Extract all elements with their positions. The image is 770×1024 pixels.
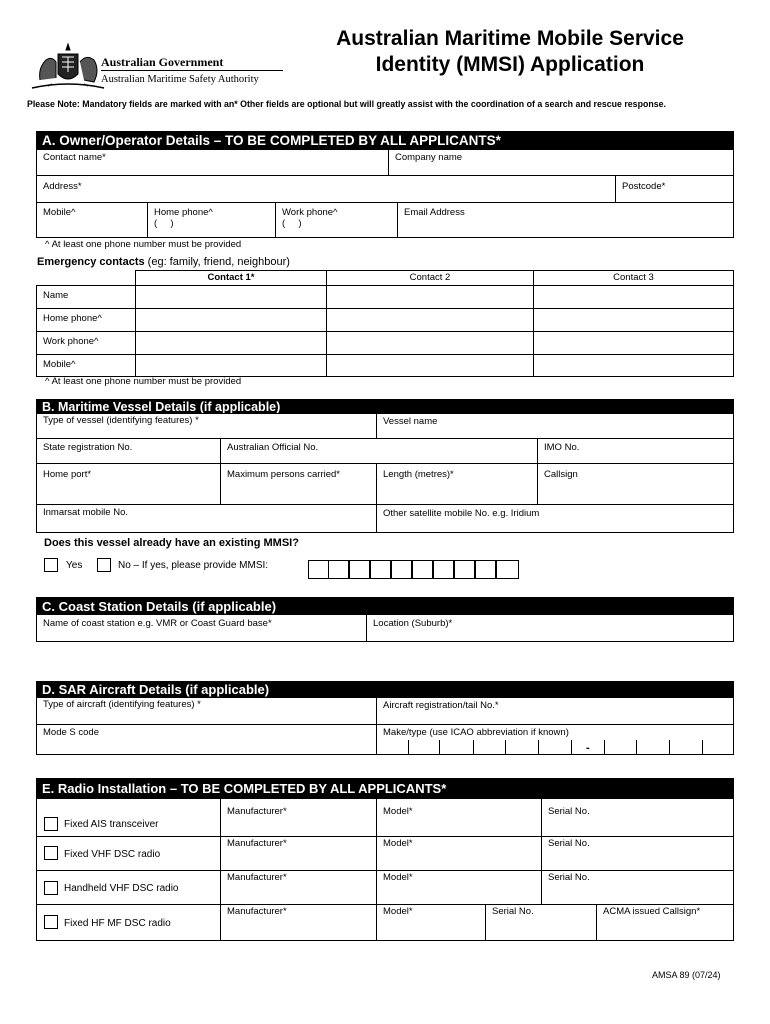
email-label: Email Address	[404, 207, 465, 218]
mandatory-note: Please Note: Mandatory fields are marked with an* Other fields are optional but will greatly assist with the coordination of a search and rescue response.	[27, 99, 666, 109]
home-port-field[interactable]	[36, 463, 221, 505]
mmsi-digit-box[interactable]	[412, 560, 433, 579]
model-label: Model*	[383, 838, 413, 849]
contact3-home-phone-field[interactable]	[533, 308, 734, 332]
serial-label: Serial No.	[548, 872, 590, 883]
mmsi-digit-box[interactable]	[370, 560, 391, 579]
mmsi-digit-box[interactable]	[328, 560, 349, 579]
work-phone-label: Work phone^	[282, 207, 338, 218]
vhf-manufacturer-field[interactable]	[220, 836, 377, 871]
imo-field[interactable]	[537, 438, 734, 464]
make-type-tick	[571, 740, 572, 754]
emergency-row-label: Work phone^	[36, 331, 136, 355]
coast-station-name-label: Name of coast station e.g. VMR or Coast Guard base*	[43, 618, 272, 629]
vessel-type-label: Type of vessel (identifying features) *	[43, 415, 199, 426]
official-no-field[interactable]	[220, 438, 538, 464]
vhf-dsc-checkbox[interactable]	[44, 846, 58, 860]
handheld-vhf-label: Handheld VHF DSC radio	[64, 883, 179, 894]
contact2-mobile-field[interactable]	[326, 354, 534, 377]
mode-s-field[interactable]	[36, 724, 377, 755]
form-title-line1: Australian Maritime Mobile Service	[336, 27, 684, 50]
mode-s-label: Mode S code	[43, 727, 99, 738]
max-persons-label: Maximum persons carried*	[227, 469, 340, 480]
contact2-header: Contact 2	[326, 270, 534, 286]
other-satellite-field[interactable]	[376, 504, 734, 533]
manufacturer-label: Manufacturer*	[227, 906, 287, 917]
mmsi-yes-checkbox[interactable]	[44, 558, 58, 572]
imo-label: IMO No.	[544, 442, 580, 453]
state-registration-label: State registration No.	[43, 442, 133, 453]
agency-name: Australian Maritime Safety Authority	[101, 74, 259, 85]
ais-label: Fixed AIS transceiver	[64, 819, 159, 830]
vhf-dsc-label: Fixed VHF DSC radio	[64, 849, 161, 860]
form-code: AMSA 89 (07/24)	[652, 970, 721, 980]
company-name-label: Company name	[395, 152, 463, 163]
contact3-mobile-field[interactable]	[533, 354, 734, 377]
ais-checkbox[interactable]	[44, 817, 58, 831]
vessel-type-field[interactable]	[36, 413, 377, 439]
hf-model-field[interactable]	[376, 904, 486, 941]
model-label: Model*	[383, 806, 413, 817]
make-type-tick	[538, 740, 539, 754]
section-d-header: D. SAR Aircraft Details (if applicable)	[36, 681, 734, 698]
emergency-row-label: Mobile^	[36, 354, 136, 377]
gov-name: Australian Government	[101, 55, 224, 69]
model-label: Model*	[383, 872, 413, 883]
home-phone-area-code: ( )	[154, 218, 174, 229]
contact3-header: Contact 3	[533, 270, 734, 286]
contact3-work-phone-field[interactable]	[533, 331, 734, 355]
work-phone-field[interactable]	[275, 202, 398, 238]
acma-callsign-field[interactable]	[596, 904, 734, 941]
length-label: Length (metres)*	[383, 469, 454, 480]
make-type-tick	[636, 740, 637, 754]
acma-callsign-label: ACMA issued Callsign*	[603, 906, 701, 917]
coast-station-location-field[interactable]	[366, 614, 734, 642]
serial-label: Serial No.	[548, 806, 590, 817]
handheld-vhf-checkbox[interactable]	[44, 881, 58, 895]
emergency-row-label: Home phone^	[36, 308, 136, 332]
vhf-model-field[interactable]	[376, 836, 542, 871]
make-type-tick	[439, 740, 440, 754]
callsign-label: Callsign	[544, 469, 578, 480]
radio-type-cell	[36, 798, 221, 837]
make-type-dash: -	[586, 742, 590, 754]
work-phone-area-code: ( )	[282, 218, 302, 229]
contact3-name-field[interactable]	[533, 285, 734, 309]
make-type-tick	[473, 740, 474, 754]
form-title	[300, 26, 720, 78]
section-c-header: C. Coast Station Details (if applicable)	[36, 597, 734, 615]
mmsi-yes-label: Yes	[66, 560, 83, 571]
handheld-serial-field[interactable]	[541, 870, 734, 905]
ais-manufacturer-field[interactable]	[220, 798, 377, 837]
email-field[interactable]	[397, 202, 734, 238]
official-no-label: Australian Official No.	[227, 442, 319, 453]
hf-mf-dsc-checkbox[interactable]	[44, 915, 58, 929]
contact2-home-phone-field[interactable]	[326, 308, 534, 332]
phone-note: ^ At least one phone number must be provided	[45, 239, 242, 250]
phone-note-2: ^ At least one phone number must be provided	[45, 376, 242, 387]
contact2-work-phone-field[interactable]	[326, 331, 534, 355]
callsign-field[interactable]	[537, 463, 734, 505]
company-name-field[interactable]	[388, 149, 734, 176]
address-label: Address*	[43, 181, 82, 192]
contact1-name-field[interactable]	[135, 285, 327, 309]
mmsi-digit-box[interactable]	[496, 560, 519, 579]
vhf-serial-field[interactable]	[541, 836, 734, 871]
mmsi-digit-box[interactable]	[433, 560, 454, 579]
section-e-header: E. Radio Installation – TO BE COMPLETED BY ALL APPLICANTS*	[36, 778, 734, 799]
make-type-tick	[702, 740, 703, 754]
contact2-name-field[interactable]	[326, 285, 534, 309]
mmsi-digit-box[interactable]	[475, 560, 496, 579]
make-type-tick	[604, 740, 605, 754]
make-type-tick	[669, 740, 670, 754]
serial-label: Serial No.	[548, 838, 590, 849]
aircraft-registration-label: Aircraft registration/tail No.*	[383, 700, 499, 711]
contact-name-field[interactable]	[36, 149, 389, 176]
coat-of-arms-logo	[28, 40, 108, 92]
mobile-label: Mobile^	[43, 207, 76, 218]
length-field[interactable]	[376, 463, 538, 505]
postcode-label: Postcode*	[622, 181, 666, 192]
inmarsat-label: Inmarsat mobile No.	[43, 507, 129, 518]
mmsi-digit-box[interactable]	[308, 560, 329, 579]
mmsi-no-label: No – If yes, please provide MMSI:	[118, 560, 269, 571]
other-satellite-label: Other satellite mobile No. e.g. Iridium	[383, 508, 540, 519]
coast-station-name-field[interactable]	[36, 614, 367, 642]
postcode-field[interactable]	[615, 175, 734, 203]
mmsi-no-checkbox[interactable]	[97, 558, 111, 572]
mobile-field[interactable]	[36, 202, 148, 238]
hf-manufacturer-field[interactable]	[220, 904, 377, 941]
hf-mf-dsc-label: Fixed HF MF DSC radio	[64, 918, 171, 929]
make-type-tick	[408, 740, 409, 754]
contact1-home-phone-field[interactable]	[135, 308, 327, 332]
vessel-name-label: Vessel name	[383, 416, 438, 427]
existing-mmsi-question: Does this vessel already have an existing MMSI?	[44, 537, 299, 549]
make-type-tick	[505, 740, 506, 754]
emergency-contacts-heading	[37, 256, 290, 268]
form-title-line2: Identity (MMSI) Application	[375, 53, 645, 76]
home-port-label: Home port*	[43, 469, 92, 480]
hf-serial-field[interactable]	[485, 904, 597, 941]
home-phone-label: Home phone^	[154, 207, 213, 218]
model-label: Model*	[383, 906, 413, 917]
handheld-model-field[interactable]	[376, 870, 542, 905]
make-type-label: Make/type (use ICAO abbreviation if known)	[383, 727, 569, 738]
coast-station-location-label: Location (Suburb)*	[373, 618, 453, 629]
emergency-contacts-hint: (eg: family, friend, neighbour)	[144, 256, 290, 268]
max-persons-field[interactable]	[220, 463, 377, 505]
ais-serial-field[interactable]	[541, 798, 734, 837]
make-type-field[interactable]	[376, 724, 734, 755]
contact1-work-phone-field[interactable]	[135, 331, 327, 355]
state-registration-field[interactable]	[36, 438, 221, 464]
ais-model-field[interactable]	[376, 798, 542, 837]
mmsi-digit-box[interactable]	[454, 560, 475, 579]
section-b-header: B. Maritime Vessel Details (if applicable)	[36, 399, 734, 414]
mmsi-digit-box[interactable]	[349, 560, 370, 579]
manufacturer-label: Manufacturer*	[227, 838, 287, 849]
contact1-header: Contact 1*	[135, 270, 327, 286]
emergency-row-label: Name	[36, 285, 136, 309]
serial-label: Serial No.	[492, 906, 534, 917]
inmarsat-field[interactable]	[36, 504, 377, 533]
contact-name-label: Contact name*	[43, 152, 106, 163]
aircraft-type-field[interactable]	[36, 697, 377, 725]
section-a-header: A. Owner/Operator Details – TO BE COMPLETED BY ALL APPLICANTS*	[36, 131, 734, 149]
address-field[interactable]	[36, 175, 616, 203]
emergency-contacts-bold: Emergency contacts	[37, 256, 145, 268]
contact1-mobile-field[interactable]	[135, 354, 327, 377]
home-phone-field[interactable]	[147, 202, 276, 238]
manufacturer-label: Manufacturer*	[227, 872, 287, 883]
manufacturer-label: Manufacturer*	[227, 806, 287, 817]
aircraft-type-label: Type of aircraft (identifying features) *	[43, 699, 201, 710]
gov-divider	[101, 70, 283, 71]
handheld-manufacturer-field[interactable]	[220, 870, 377, 905]
mmsi-digit-box[interactable]	[391, 560, 412, 579]
aircraft-registration-field[interactable]	[376, 697, 734, 725]
vessel-name-field[interactable]	[376, 413, 734, 439]
